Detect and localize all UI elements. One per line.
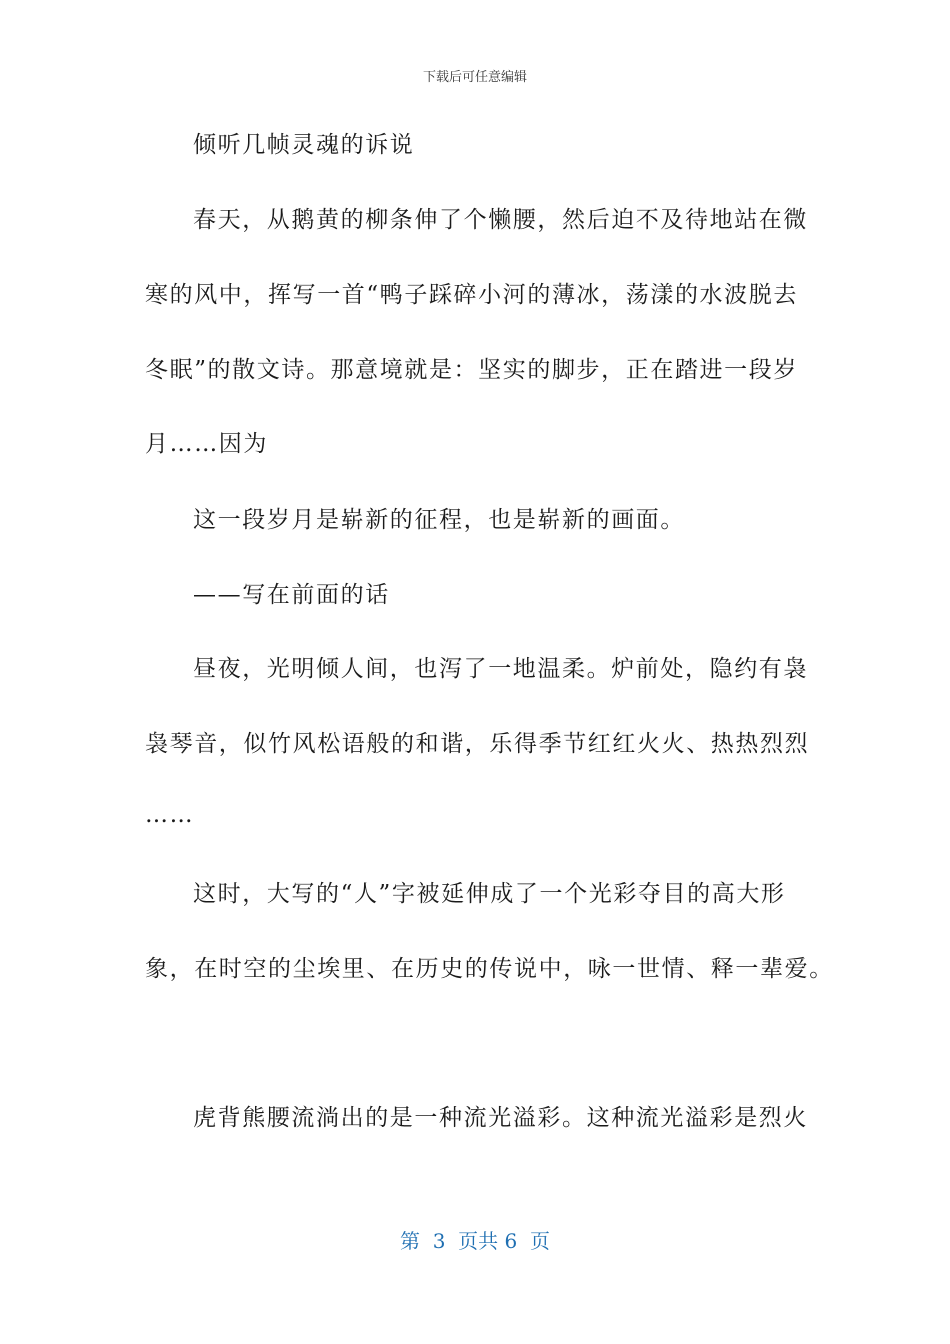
preface-attribution: ——写在前面的话 bbox=[193, 582, 390, 608]
paragraph-line: 虎背熊腰流淌出的是一种流光溢彩。这种流光溢彩是烈火 bbox=[193, 1105, 808, 1131]
page-number-footer: 第 3 页共 6 页 bbox=[400, 1229, 550, 1253]
paragraph-line: 袅琴音，似竹风松语般的和谐，乐得季节红红火火、热热烈烈 bbox=[145, 731, 810, 757]
paragraph-line: …… bbox=[145, 802, 195, 828]
paragraph-line: 月……因为 bbox=[145, 431, 268, 457]
paragraph-line: 这一段岁月是崭新的征程，也是崭新的画面。 bbox=[193, 507, 685, 533]
paragraph-line: 象，在时空的尘埃里、在历史的传说中，咏一世情、释一辈爱。 bbox=[145, 956, 834, 982]
paragraph-line: 昼夜，光明倾人间，也泻了一地温柔。炉前处，隐约有袅 bbox=[193, 656, 808, 682]
page-header: 下载后可任意编辑 bbox=[422, 70, 527, 85]
document-title: 倾听几帧灵魂的诉说 bbox=[193, 132, 415, 158]
paragraph-line: 寒的风中，挥写一首“鸭子踩碎小河的薄冰，荡漾的水波脱去 bbox=[145, 282, 798, 308]
paragraph-line: 春天，从鹅黄的柳条伸了个懒腰，然后迫不及待地站在微 bbox=[193, 207, 808, 233]
paragraph-line: 冬眠”的散文诗。那意境就是：坚实的脚步，正在踏进一段岁 bbox=[145, 357, 798, 383]
paragraph-line: 这时，大写的“人”字被延伸成了一个光彩夺目的高大形 bbox=[193, 881, 786, 907]
